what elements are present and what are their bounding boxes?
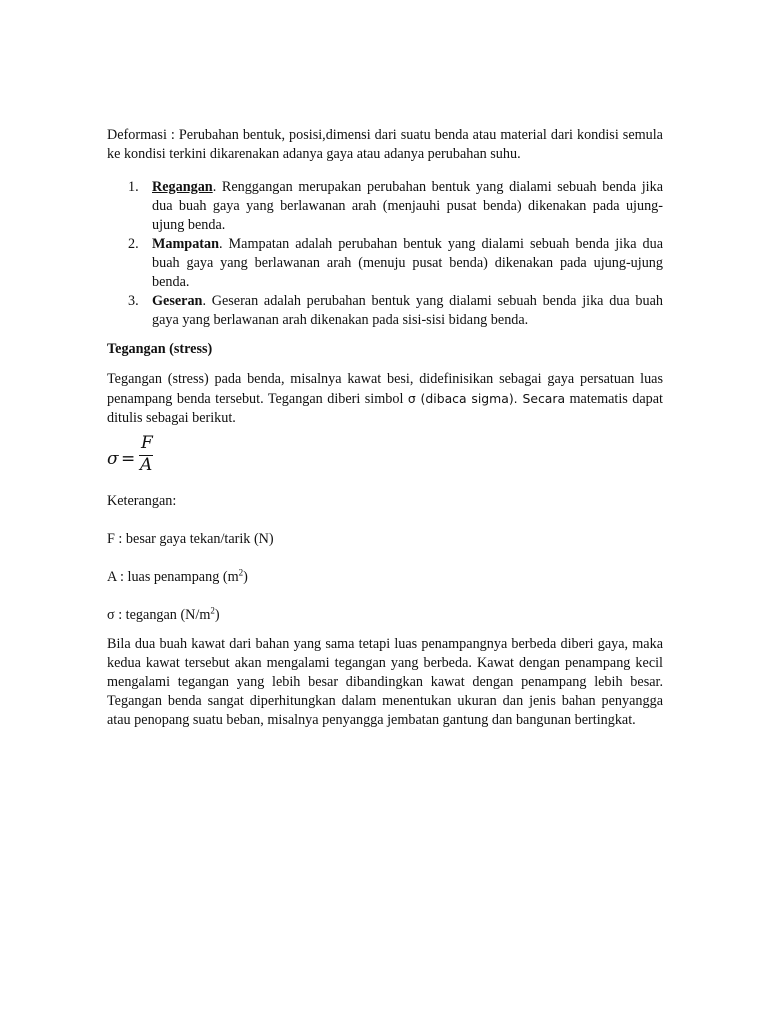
list-text: . Geseran adalah perubahan bentuk yang dialami sebuah benda jika dua buah gaya yang berlawanan arah dikenakan pada sisi-sisi bidang benda. — [152, 293, 663, 328]
superscript: 2 — [238, 567, 244, 578]
list-term: Geseran — [152, 293, 203, 309]
definition-area — [107, 568, 663, 587]
stress-paragraph — [107, 370, 663, 428]
formula-denominator: A — [140, 455, 153, 475]
list-item — [107, 178, 663, 235]
list-number: 3. — [128, 293, 139, 309]
definition-force: F : besar gaya tekan/tarik (N) — [107, 531, 274, 547]
list-term: Mampatan — [152, 236, 219, 252]
stress-text-1: Tegangan (stress) pada benda, misalnya kawat besi, didefinisikan sebagai gaya persatuan luas penampang benda tersebut. Tegangan diberi simbol — [107, 371, 663, 407]
definition-stress — [107, 606, 663, 625]
intro-text: : Perubahan bentuk, posisi,dimensi dari suatu benda atau material dari kondisi semula ke kondisi terkini dikarenakan adanya gaya atau adanya perubahan suhu. — [107, 127, 663, 162]
list-text: . Mampatan adalah perubahan bentuk yang dialami sebuah benda jika dua buah gaya yang berlawanan arah (menuju pusat benda) dikenakan pada ujung-ujung benda. — [152, 236, 663, 290]
intro-label: Deformasi — [107, 127, 167, 143]
list-item — [107, 235, 663, 292]
list-item — [107, 292, 663, 330]
definition-stress-text: σ : tegangan (N/m — [107, 607, 211, 623]
deformation-list — [107, 178, 663, 330]
list-term: Regangan — [152, 179, 213, 195]
document-body — [107, 126, 663, 730]
keterangan-label: Keterangan: — [107, 493, 177, 509]
list-number: 1. — [128, 179, 139, 195]
definition-area-close: ) — [243, 569, 248, 585]
formula-numerator: F — [141, 433, 153, 453]
sigma-symbol-text: σ (dibaca sigma). Secara — [407, 391, 566, 406]
stress-text-2: matematis dapat ditulis sebagai berikut. — [107, 391, 663, 426]
definition-stress-close: ) — [214, 607, 220, 623]
closing-paragraph: Bila dua buah kawat dari bahan yang sama tetapi luas penampangnya berbeda diberi gaya, maka kedua kawat tersebut akan mengalami tegangan yang berbeda. Kawat dengan penampang kecil mengalami tegangan yang lebih besar dibandingkan kawat dengan penampang lebih besar. Tegangan benda sangat diperhitungkan dalam menentukan ukuran dan jenis bahan penyangga atau penopang suatu beban, misalnya penyangga jembatan gantung dan bangunan bertingkat. — [107, 636, 663, 728]
section-heading: Tegangan (stress) — [107, 341, 213, 357]
definition-area-text: A : luas penampang (m — [107, 569, 239, 585]
intro-paragraph — [107, 126, 663, 164]
superscript: 2 — [210, 605, 215, 616]
formula-equals: = — [121, 449, 136, 469]
list-text: . Renggangan merupakan perubahan bentuk yang dialami sebuah benda jika dua buah gaya yang berlawanan arah (menjauhi pusat benda) dikenakan pada ujung-ujung benda. — [152, 179, 663, 233]
formula-sigma: σ — [107, 449, 119, 469]
stress-formula — [107, 433, 663, 480]
list-number: 2. — [128, 236, 139, 252]
